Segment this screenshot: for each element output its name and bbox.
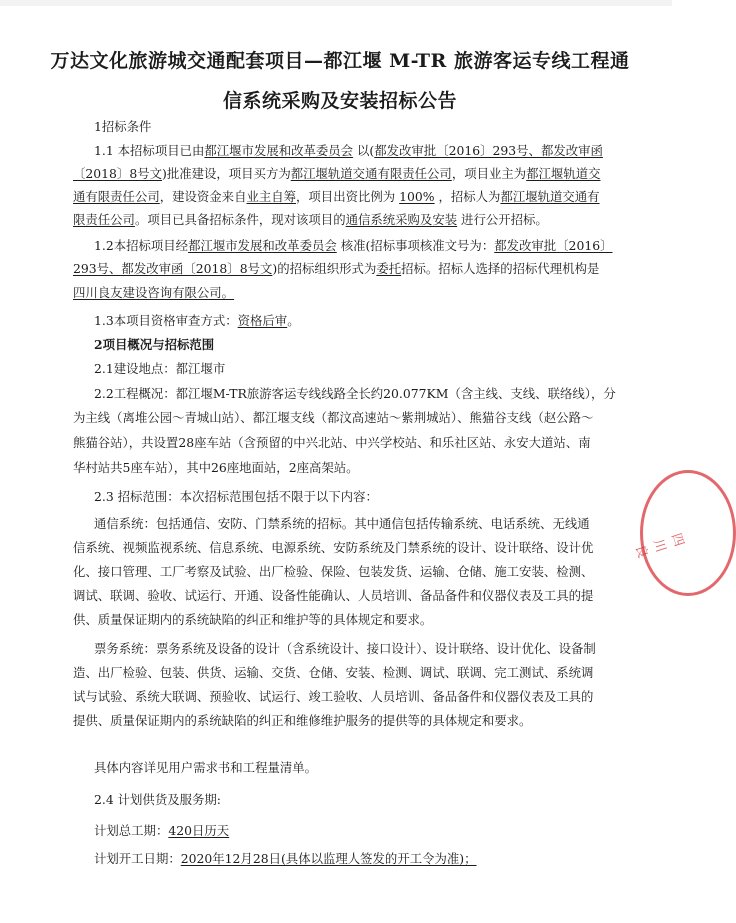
details-note: 具体内容详见用户需求书和工程量清单。 [94,760,318,775]
para-1-1-line-2: 〔2018〕8号文)批准建设，项目买方为都江堰轨道交通有限责任公司，项目业主为都江堰轨道交 [73,166,601,181]
planned-start-date: 计划开工日期：2020年12月28日(具体以监理人签发的开工令为准)； [94,851,477,866]
para-1-1-line-4: 限责任公司。项目已具备招标条件，现对该项目的通信系统采购及安装 进行公开招标。 [73,212,548,227]
ticket-system-line-4: 提供、质量保证期内的系统缺陷的纠正和维修维护服务的提供等的具体规定和要求。 [73,713,532,728]
section-1-heading: 1招标条件 [94,119,152,134]
comm-system-line-4: 调试、联调、验收、试运行、开通、设备性能确认、人员培训、备品备件和仪器仪表及工具的提 [73,588,594,603]
para-2-4: 2.4 计划供货及服务期: [94,792,221,807]
page-top-edge [0,0,672,6]
para-1-1-line-3: 通有限责任公司，建设资金来自业主自筹，项目出资比例为 100% ，招标人为都江堰轨道交通有 [73,189,600,204]
ticket-system-line-3: 试与试验、系统大联调、预验收、试运行、竣工验收、人员培训、备品备件和仪器仪表及工具的 [73,689,594,704]
para-1-2-line-2: 293号、都发改审函〔2018〕8号文)的招标组织形式为委托招标。招标人选择的招标代理机构是 [73,261,600,276]
announcement-title-line-2: 信系统采购及安装招标公告 [222,90,457,112]
section-2-heading: 2项目概况与招标范围 [94,337,215,352]
ticket-system-line-2: 造、出厂检验、包装、供货、运输、交货、仓储、安装、检测、调试、联调、完工测试、系统调 [73,665,594,680]
company-seal-stamp [640,470,736,596]
para-1-1-line-1: 1.1 本招标项目已由都江堰市发展和改革委员会 以(都发改审批〔2016〕293号、都发改审函 [94,143,603,158]
para-1-2-line-3: 四川良友建设咨询有限公司。 [73,285,235,300]
para-2-2-line-1: 2.2工程概况：都江堰M-TR旅游客运专线线路全长约20.077KM（含主线、支线、联络线），分 [94,386,616,401]
company-seal-text: 四川良 [631,531,687,561]
comm-system-line-1: 通信系统：包括通信、安防、门禁系统的招标。其中通信包括传输系统、电话系统、无线通 [94,516,590,531]
para-1-3: 1.3本项目资格审查方式：资格后审。 [94,313,300,328]
total-duration: 计划总工期：420日历天 [94,823,230,838]
announcement-title-line-1: 万达文化旅游城交通配套项目—都江堰 M-TR 旅游客运专线工程通 [50,50,630,72]
comm-system-line-3: 化、接口管理、工厂考察及试验、出厂检验、保险、包装发货、运输、仓储、施工安装、检测、 [73,564,594,579]
para-2-2-line-4: 华村站共5座车站），其中26座地面站，2座高架站。 [73,460,359,475]
para-2-2-line-2: 为主线（离堆公园～青城山站）、都江堰支线（都汶高速站～紫荆城站）、熊猫谷支线（赵公路～ [73,410,594,425]
comm-system-line-2: 信系统、视频监视系统、信息系统、电源系统、安防系统及门禁系统的设计、设计联络、设计优 [73,540,594,555]
para-1-2-line-1: 1.2本招标项目经都江堰市发展和改革委员会 核准(招标事项核准文号为：都发改审批〔2016〕 [94,238,613,253]
ticket-system-line-1: 票务系统：票务系统及设备的设计（含系统设计、接口设计）、设计联络、设计优化、设备制 [94,641,596,656]
comm-system-line-5: 供、质量保证期内的系统缺陷的纠正和维护等的具体规定和要求。 [73,612,433,627]
para-2-3: 2.3 招标范围：本次招标范围包括不限于以下内容： [94,489,378,504]
para-2-2-line-3: 熊猫谷站），共设置28座车站（含预留的中兴北站、中兴学校站、和乐社区站、永安大道站、南 [73,435,591,450]
para-2-1: 2.1建设地点：都江堰市 [94,361,226,376]
